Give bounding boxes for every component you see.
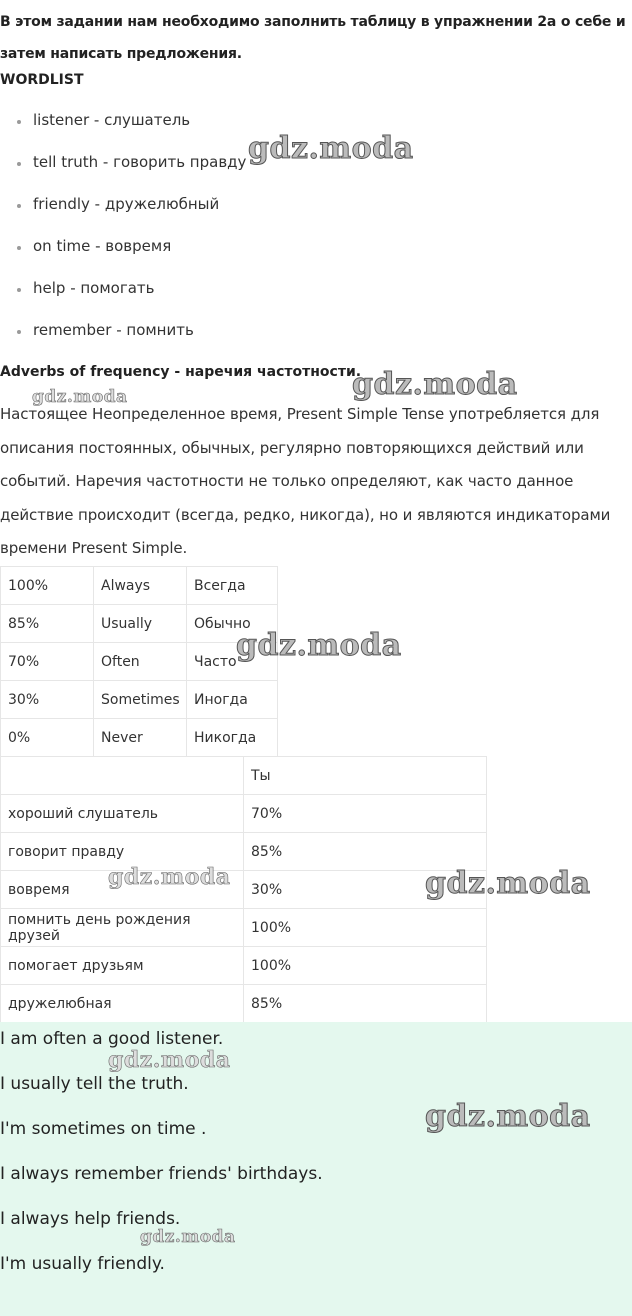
table-cell: хороший слушатель <box>1 795 244 833</box>
table-row <box>1 833 487 871</box>
wordlist-item: remember - помнить <box>0 321 246 363</box>
table-cell: Никогда <box>187 719 278 757</box>
answer-sentence: I'm usually friendly. <box>0 1254 165 1274</box>
table-cell: Always <box>94 567 187 605</box>
answer-sentence: I'm sometimes on time . <box>0 1119 207 1139</box>
watermark: gdz.moda <box>248 131 414 166</box>
table-cell: говорит правду <box>1 833 244 871</box>
table-cell: 85% <box>1 605 94 643</box>
watermark: gdz.moda <box>352 367 518 402</box>
table-row <box>1 985 487 1023</box>
table-row <box>1 719 278 757</box>
watermark: gdz.moda <box>425 866 591 901</box>
table-cell: 70% <box>244 795 487 833</box>
table-row <box>1 681 278 719</box>
table-cell: Обычно <box>187 605 278 643</box>
table-header-row <box>1 757 487 795</box>
watermark: gdz.moda <box>32 387 128 407</box>
table-row <box>1 567 278 605</box>
table-header-cell <box>1 757 244 795</box>
table-cell: 100% <box>244 909 487 947</box>
watermark: gdz.moda <box>425 1099 591 1134</box>
answer-sentence: I always remember friends' birthdays. <box>0 1164 323 1184</box>
table-header-cell: Ты <box>244 757 487 795</box>
answer-sentence: I always help friends. <box>0 1209 181 1229</box>
table-cell: Часто <box>187 643 278 681</box>
adverbs-title: Adverbs of frequency - наречия частотности. <box>0 364 362 380</box>
wordlist-item: tell truth - говорить правду <box>0 153 246 195</box>
table-cell: Never <box>94 719 187 757</box>
wordlist-title: WORDLIST <box>0 72 84 88</box>
table-cell: 70% <box>1 643 94 681</box>
table-row <box>1 909 487 947</box>
table-cell: помогает друзьям <box>1 947 244 985</box>
self-assessment-table <box>0 756 487 1023</box>
answers-block <box>0 1022 632 1316</box>
wordlist-item: listener - слушатель <box>0 111 246 153</box>
table-cell: Sometimes <box>94 681 187 719</box>
watermark: gdz.moda <box>236 628 402 663</box>
wordlist-item: on time - вовремя <box>0 237 246 279</box>
table-cell: 85% <box>244 833 487 871</box>
watermark: gdz.moda <box>140 1227 236 1247</box>
table-cell: помнить день рождения друзей <box>1 909 244 947</box>
table-row <box>1 947 487 985</box>
table-cell: 100% <box>244 947 487 985</box>
table-cell: Иногда <box>187 681 278 719</box>
watermark: gdz.moda <box>108 864 231 890</box>
table-cell: 85% <box>244 985 487 1023</box>
wordlist <box>0 111 246 363</box>
wordlist-item: friendly - дружелюбный <box>0 195 246 237</box>
table-cell: Всегда <box>187 567 278 605</box>
table-cell: 30% <box>1 681 94 719</box>
table-cell: дружелюбная <box>1 985 244 1023</box>
table-cell: 0% <box>1 719 94 757</box>
table-cell: 100% <box>1 567 94 605</box>
watermark: gdz.moda <box>108 1047 231 1073</box>
answer-sentence: I am often a good listener. <box>0 1029 224 1049</box>
table-row <box>1 795 487 833</box>
table-row <box>1 871 487 909</box>
grammar-paragraph: Настоящее Неопределенное время, Present Simple Tense употребляется для описания постоянных, обычных, регулярно повторяющихся действий или событий. Наречия частотности не только определяют, как часто данное действие происходит (всегда, редко, никогда), но и являются индикаторами времени Present Simple. <box>0 405 611 557</box>
table-cell: Often <box>94 643 187 681</box>
table-cell: Usually <box>94 605 187 643</box>
wordlist-item: help - помогать <box>0 279 246 321</box>
table-cell: 30% <box>244 871 487 909</box>
answer-sentence: I usually tell the truth. <box>0 1074 189 1094</box>
table-cell: вовремя <box>1 871 244 909</box>
intro-text: В этом задании нам необходимо заполнить таблицу в упражнении 2а о себе и затем написать предложения. <box>0 14 626 62</box>
